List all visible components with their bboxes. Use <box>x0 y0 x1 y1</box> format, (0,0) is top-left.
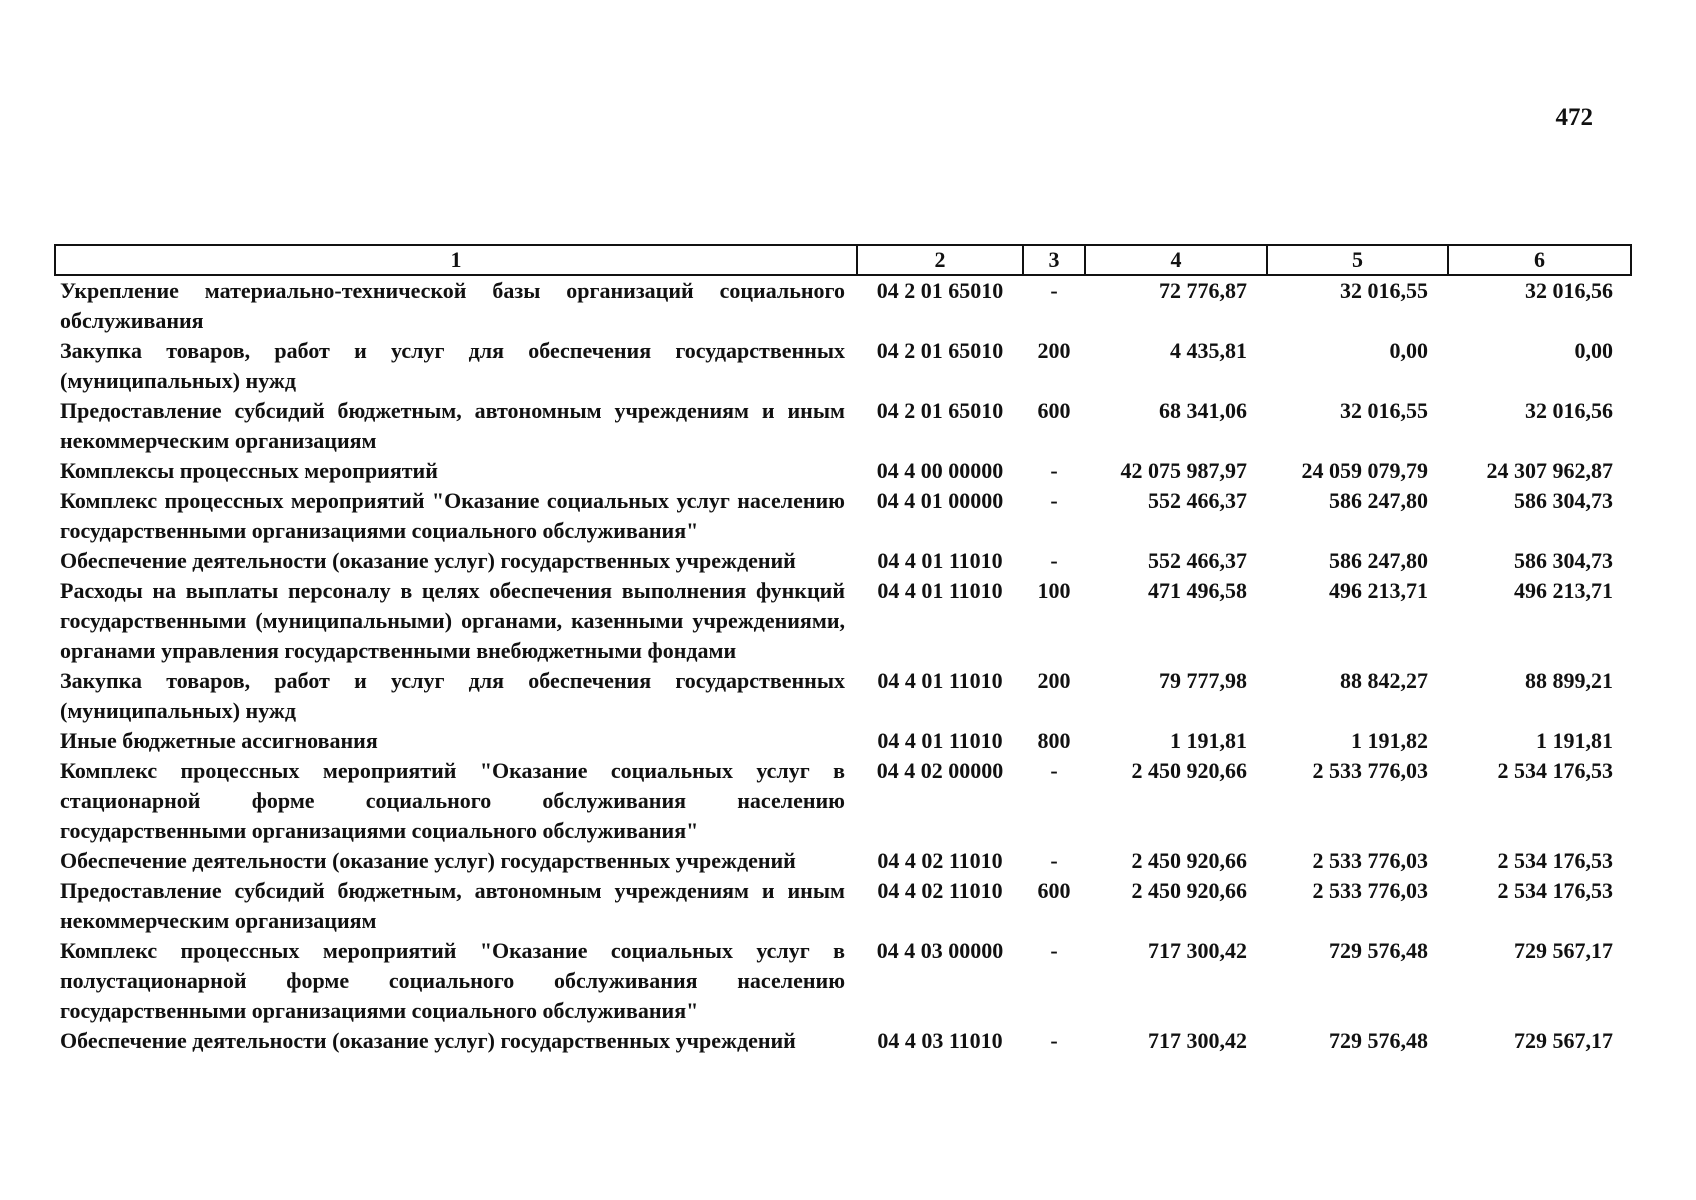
row-value-col4: 4 435,81 <box>1170 338 1247 363</box>
row-name-cell: Комплекс процессных мероприятий "Оказание социальных услуг в стационарной форме социального обслуживания населению государственными организациями социального обслуживания" <box>60 758 845 843</box>
row-code-cell: 04 4 01 00000 <box>876 488 1004 513</box>
row-value-col6: 88 899,21 <box>1525 668 1613 693</box>
row-name-cell: Комплекс процессных мероприятий "Оказание социальных услуг в полустационарной форме социального обслуживания населению государственными организациями социального обслуживания" <box>60 938 845 1023</box>
row-vr-cell: - <box>1050 278 1058 303</box>
table-row <box>55 756 1631 846</box>
row-vr-cell: - <box>1050 458 1058 483</box>
row-value-col4: 79 777,98 <box>1159 668 1247 693</box>
row-code-cell: 04 4 02 00000 <box>876 758 1004 783</box>
table-row <box>55 846 1631 876</box>
row-value-col6: 586 304,73 <box>1514 548 1613 573</box>
row-code-cell: 04 4 03 00000 <box>876 938 1004 963</box>
table-row <box>55 876 1631 936</box>
row-code-cell: 04 4 03 11010 <box>877 1028 1003 1053</box>
row-value-col6: 2 534 176,53 <box>1497 758 1613 783</box>
row-vr-cell: - <box>1050 548 1058 573</box>
row-name-cell: Обеспечение деятельности (оказание услуг) государственных учреждений <box>60 1028 796 1053</box>
row-value-col5: 729 576,48 <box>1329 938 1428 963</box>
table-row <box>55 396 1631 456</box>
row-value-col5: 496 213,71 <box>1329 578 1428 603</box>
row-value-col4: 68 341,06 <box>1159 398 1247 423</box>
row-value-col4: 717 300,42 <box>1148 1028 1247 1053</box>
row-code-cell: 04 4 01 11010 <box>877 578 1003 603</box>
row-vr-cell: - <box>1050 1028 1058 1053</box>
table-row <box>55 1026 1631 1056</box>
row-name-cell: Иные бюджетные ассигнования <box>60 728 378 753</box>
column-header: 2 <box>857 245 1023 275</box>
table-row <box>55 666 1631 726</box>
row-name-cell: Комплекс процессных мероприятий "Оказание социальных услуг населению государственными организациями социального обслуживания" <box>60 488 845 543</box>
table-row <box>55 336 1631 396</box>
row-value-col6: 1 191,81 <box>1536 728 1613 753</box>
row-value-col5: 2 533 776,03 <box>1312 878 1428 903</box>
row-name-cell: Обеспечение деятельности (оказание услуг) государственных учреждений <box>60 848 796 873</box>
column-header: 3 <box>1023 245 1085 275</box>
row-name-cell: Расходы на выплаты персоналу в целях обеспечения выполнения функций государственными (муниципальными) органами, казенными учреждениями, органами управления государственными внебюджетными фондами <box>60 578 845 663</box>
row-value-col5: 2 533 776,03 <box>1312 758 1428 783</box>
row-value-col5: 24 059 079,79 <box>1301 458 1428 483</box>
row-value-col5: 586 247,80 <box>1329 548 1428 573</box>
row-vr-cell: - <box>1050 848 1058 873</box>
row-vr-cell: - <box>1050 938 1058 963</box>
row-value-col6: 586 304,73 <box>1514 488 1613 513</box>
page-number: 472 <box>1555 104 1593 131</box>
row-value-col4: 1 191,81 <box>1170 728 1247 753</box>
row-value-col5: 88 842,27 <box>1340 668 1428 693</box>
row-code-cell: 04 4 02 11010 <box>877 848 1003 873</box>
row-value-col4: 2 450 920,66 <box>1131 758 1247 783</box>
row-code-cell: 04 2 01 65010 <box>876 338 1004 363</box>
table-row <box>55 546 1631 576</box>
row-name-cell: Предоставление субсидий бюджетным, автономным учреждениям и иным некоммерческим организациям <box>60 878 845 933</box>
row-code-cell: 04 4 01 11010 <box>877 548 1003 573</box>
column-header: 5 <box>1267 245 1448 275</box>
row-value-col6: 2 534 176,53 <box>1497 848 1613 873</box>
table-row <box>55 576 1631 666</box>
row-vr-cell: 800 <box>1037 728 1071 753</box>
row-code-cell: 04 4 00 00000 <box>876 458 1004 483</box>
row-value-col5: 1 191,82 <box>1351 728 1428 753</box>
row-vr-cell: - <box>1050 758 1058 783</box>
row-value-col4: 471 496,58 <box>1148 578 1247 603</box>
row-vr-cell: 600 <box>1037 398 1071 423</box>
row-name-cell: Предоставление субсидий бюджетным, автономным учреждениям и иным некоммерческим организациям <box>60 398 845 453</box>
table-row <box>55 486 1631 546</box>
row-value-col4: 2 450 920,66 <box>1131 848 1247 873</box>
row-vr-cell: 600 <box>1037 878 1071 903</box>
column-header: 6 <box>1448 245 1631 275</box>
table-row <box>55 456 1631 486</box>
row-name-cell: Обеспечение деятельности (оказание услуг) государственных учреждений <box>60 548 796 573</box>
row-value-col5: 0,00 <box>1389 338 1428 363</box>
row-value-col6: 32 016,56 <box>1525 398 1613 423</box>
column-header: 4 <box>1085 245 1267 275</box>
row-name-cell: Закупка товаров, работ и услуг для обеспечения государственных (муниципальных) нужд <box>60 338 845 393</box>
row-code-cell: 04 2 01 65010 <box>876 278 1004 303</box>
row-value-col6: 24 307 962,87 <box>1486 458 1613 483</box>
row-value-col6: 496 213,71 <box>1514 578 1613 603</box>
row-code-cell: 04 2 01 65010 <box>876 398 1004 423</box>
row-value-col4: 2 450 920,66 <box>1131 878 1247 903</box>
row-value-col4: 717 300,42 <box>1148 938 1247 963</box>
row-value-col4: 552 466,37 <box>1148 548 1247 573</box>
table-header-row <box>55 245 1631 275</box>
row-value-col4: 552 466,37 <box>1148 488 1247 513</box>
table-row <box>55 936 1631 1026</box>
row-value-col5: 32 016,55 <box>1340 398 1428 423</box>
row-code-cell: 04 4 02 11010 <box>877 878 1003 903</box>
row-name-cell: Укрепление материально-технической базы организаций социального обслуживания <box>60 278 845 333</box>
row-code-cell: 04 4 01 11010 <box>877 668 1003 693</box>
row-value-col4: 72 776,87 <box>1159 278 1247 303</box>
row-value-col6: 2 534 176,53 <box>1497 878 1613 903</box>
column-header: 1 <box>55 245 857 275</box>
row-name-cell: Комплексы процессных мероприятий <box>60 458 438 483</box>
row-value-col6: 729 567,17 <box>1514 938 1613 963</box>
row-vr-cell: - <box>1050 488 1058 513</box>
row-value-col5: 586 247,80 <box>1329 488 1428 513</box>
row-vr-cell: 100 <box>1037 578 1071 603</box>
row-value-col6: 0,00 <box>1574 338 1613 363</box>
row-value-col5: 2 533 776,03 <box>1312 848 1428 873</box>
budget-table <box>54 244 1632 1056</box>
row-vr-cell: 200 <box>1037 668 1071 693</box>
row-value-col5: 32 016,55 <box>1340 278 1428 303</box>
row-code-cell: 04 4 01 11010 <box>877 728 1003 753</box>
row-value-col5: 729 576,48 <box>1329 1028 1428 1053</box>
row-value-col4: 42 075 987,97 <box>1120 458 1247 483</box>
row-value-col6: 32 016,56 <box>1525 278 1613 303</box>
row-vr-cell: 200 <box>1037 338 1071 363</box>
table-row <box>55 275 1631 336</box>
table-row <box>55 726 1631 756</box>
row-name-cell: Закупка товаров, работ и услуг для обеспечения государственных (муниципальных) нужд <box>60 668 845 723</box>
row-value-col6: 729 567,17 <box>1514 1028 1613 1053</box>
